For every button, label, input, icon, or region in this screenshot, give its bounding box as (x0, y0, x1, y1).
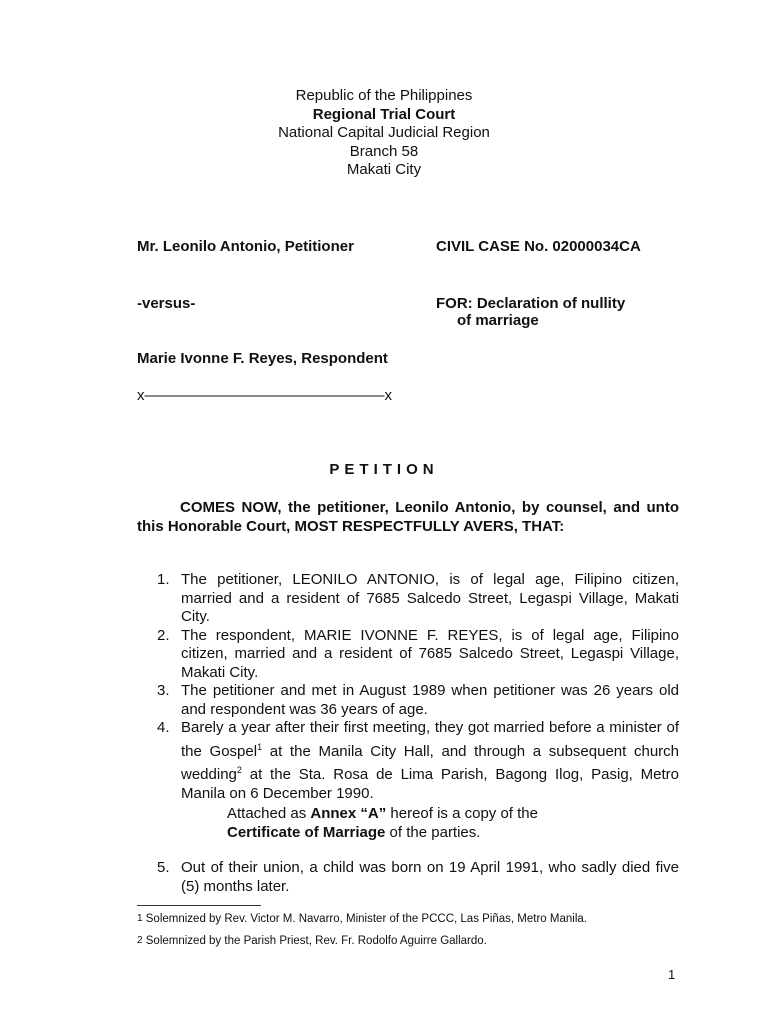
petition-title: PETITION (329, 461, 439, 478)
footnote-ref-1: 1 (257, 741, 263, 752)
item-text: The petitioner, LEONILO ANTONIO, is of legal age, Filipino citizen, married and a resident of 7685 Salcedo Street, Legaspi Village, Makati City. (181, 571, 679, 625)
caption-divider: x————————————————x (137, 387, 392, 404)
list-item (157, 627, 679, 683)
certificate-label: Certificate of Marriage (227, 824, 386, 841)
item-text (181, 719, 679, 803)
header-region: National Capital Judicial Region (278, 124, 490, 142)
annex-mid: hereof is a copy of the (386, 805, 538, 822)
item-number: 1. (157, 571, 170, 588)
footnote-mark: 1 (137, 913, 143, 924)
item4-part2: at the Manila City Hall, and through a subsequent church wedding (181, 742, 679, 783)
item-text: Out of their union, a child was born on 19 April 1991, who sadly died five (5) months later. (181, 859, 679, 895)
header-city: Makati City (346, 161, 422, 179)
item-text: The respondent, MARIE IVONNE F. REYES, is of legal age, Filipino citizen, married and a resident of 7685 Salcedo Street, Legaspi Village, Makati City. (181, 626, 679, 681)
intro-paragraph: COMES NOW, the petitioner, Leonilo Antonio, by counsel, and unto this Honorable Court, MOST RESPECTFULLY AVERS, THAT: (137, 499, 679, 535)
item-number: 3. (157, 682, 170, 699)
footnote-mark: 2 (137, 935, 143, 946)
footnote-divider (137, 905, 261, 906)
caption-for-line2: of marriage (457, 312, 539, 329)
allegations-list (157, 571, 679, 803)
list-item (157, 571, 679, 627)
footnote-text: Solemnized by Rev. Victor M. Navarro, Minister of the PCCC, Las Piñas, Metro Manila. (142, 913, 587, 925)
caption-respondent: Marie Ivonne F. Reyes, Respondent (137, 350, 388, 367)
item-number: 5. (157, 859, 170, 876)
annex-pre: Attached as (227, 805, 311, 822)
list-item (157, 859, 679, 896)
page-number: 1 (668, 967, 676, 982)
header-court: Regional Trial Court (312, 105, 456, 123)
list-item (157, 682, 679, 719)
header-republic: Republic of the Philippines (295, 87, 473, 104)
caption-for-line1: FOR: Declaration of nullity (436, 295, 626, 312)
annex-note (227, 804, 538, 842)
caption-petitioner: Mr. Leonilo Antonio, Petitioner (137, 238, 354, 255)
item-text: The petitioner and met in August 1989 when petitioner was 26 years old and respondent was 36 years of age. (181, 682, 679, 718)
annex-label: Annex “A” (310, 805, 387, 822)
list-item (157, 719, 679, 803)
item4-part1: Barely a year after their first meeting, they got married before a minister of the Gospel (181, 719, 679, 760)
footnote-2 (137, 935, 487, 947)
footnote-ref-2: 2 (236, 765, 242, 775)
court-header (0, 87, 768, 180)
item-number: 2. (157, 626, 170, 644)
annex-post: of the parties. (385, 824, 481, 841)
caption-versus: -versus- (137, 295, 196, 312)
caption-case-number: CIVIL CASE No. 02000034CA (436, 238, 641, 255)
allegations-list-continued (157, 859, 679, 896)
footnote-text: Solemnized by the Parish Priest, Rev. Fr. Rodolfo Aguirre Gallardo. (142, 935, 487, 947)
header-branch: Branch 58 (349, 142, 419, 160)
item-number: 4. (157, 719, 170, 736)
item4-part3: at the Sta. Rosa de Lima Parish, Bagong Ilog, Pasig, Metro Manila on 6 December 1990. (181, 766, 679, 802)
footnote-1 (137, 913, 587, 925)
